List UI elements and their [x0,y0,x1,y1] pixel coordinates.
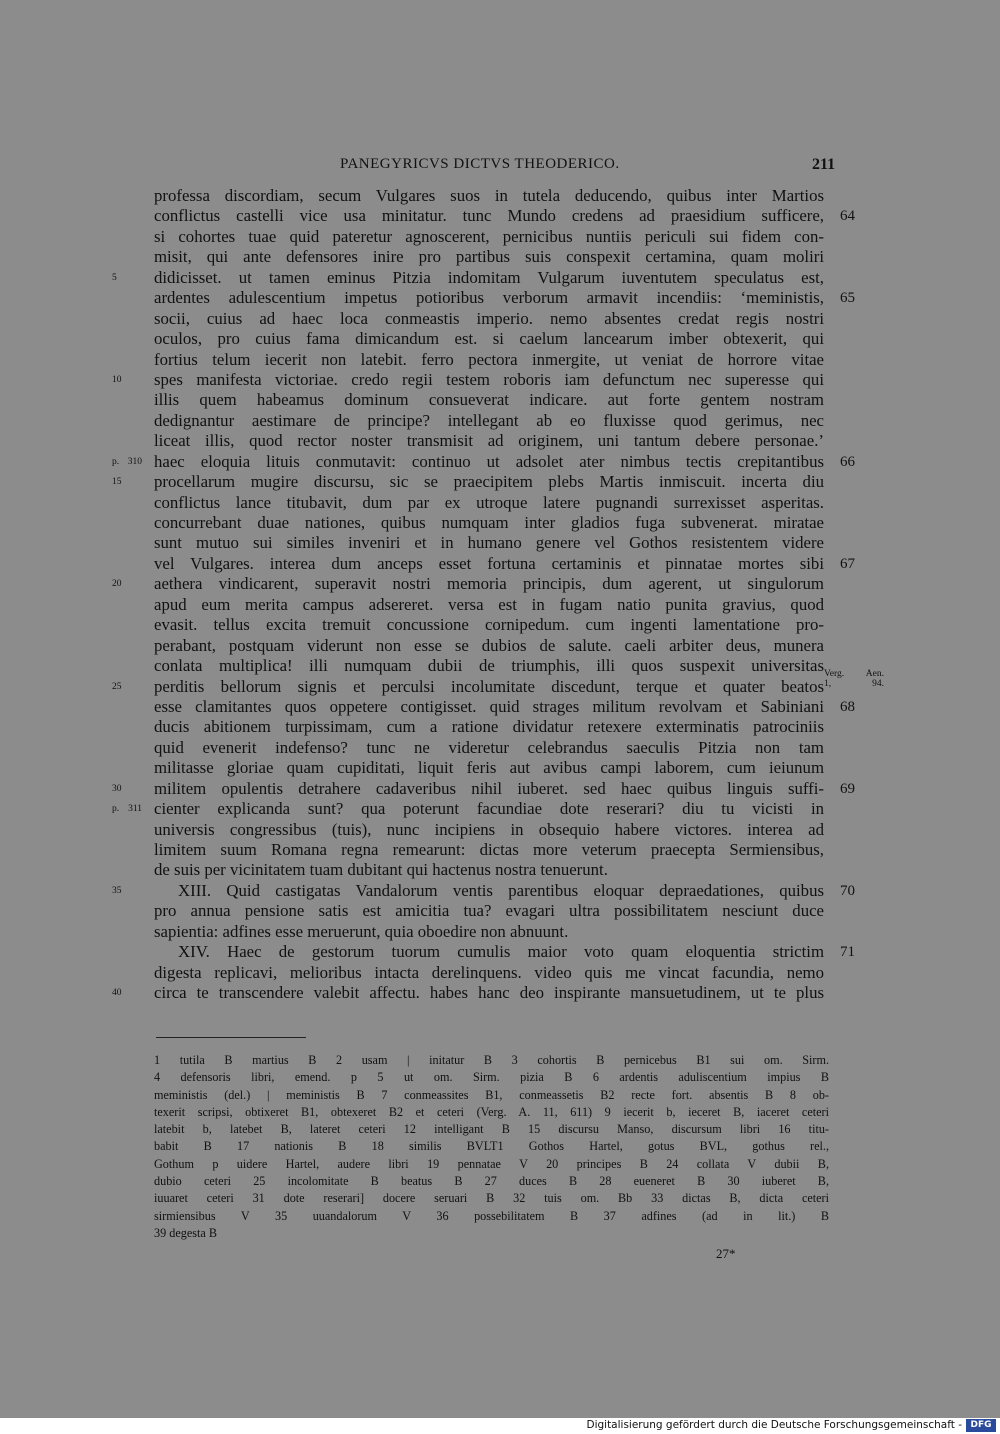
line-text: concurrebant duae nationes, quibus numquam inter gladios fuga subvenerat. miratae [154,513,824,532]
text-line [154,963,824,983]
apparatus-line: 39 degesta B [154,1225,217,1240]
footnote-rule [156,1037,306,1038]
line-text: conlata multiplica! illi numquam dubii de triumphis, illi quos suspexit universitas [154,656,824,676]
text-line [154,860,824,880]
text-line [154,247,824,267]
section-number: 68 [840,698,855,715]
line-text: ducis abitionem turpissimam, cum a ratione dividatur retexere exterminatis patrociniis [154,717,824,737]
apparatus-line: sirmiensibus V 35 uuandalorum V 36 possebilitatem B 37 adfines (ad in lit.) B [154,1208,829,1223]
text-line [112,369,824,390]
line-text: digesta replicavi, melioribus intacta derelinquens. video quis me vincat facundia, nemo [154,962,824,982]
text-line [112,472,824,492]
apparatus-line: Gothum p uidere Hartel, audere libri 19 pennatae V 20 principes B 24 collata V dubii B, [154,1156,829,1171]
section-number: 69 [840,780,855,797]
line-text: de suis per vicinitatem tuam dubitant qui hactenus nostra tenuerunt. [154,860,608,880]
line-text: socii, cuius ad haec loca conmeastis imperio. nemo absentes credat regis nostri [154,308,824,328]
line-number: 35 [112,885,122,896]
apparatus-line: texerit scripsi, obtixeret B1, obtexeret B2 et ceteri (Verg. A. 11, 611) 9 iecerit b, ieceret B, iaceret ceteri [154,1104,829,1119]
main-text [112,186,884,1004]
line-text: universis congressibus (tuis), nunc incipiens in obsequio habere victores. interea ad [154,819,824,839]
text-line [154,350,824,370]
text-line [112,799,824,819]
line-text: esse clamitantes quos oppetere contigisset. quid strages militum revolvam et Sabiniani [154,696,824,716]
text-line [112,983,824,1003]
line-text: XIV. Haec de gestorum tuorum cumulis maior voto quam eloquentia strictim [178,942,824,962]
text-line [154,513,824,533]
line-text: cienter explicanda sunt? qua poterunt facundiae dote reserari? diu tu vicisti in [154,799,824,819]
sheet-signature: 27* [716,1246,736,1261]
text-line [154,656,824,676]
line-text: perditis bellorum signis et perculsi incolumitate discedunt, terque et quater beatos [154,676,824,696]
line-text: XIII. Quid castigatas Vandalorum ventis parentibus eloquar depraedationes, quibus [178,880,824,900]
line-text: militem opulentis detrahere cadaveribus nihil iuberet. sed haec quibus linguis suffi- [154,778,824,798]
text-line [154,186,824,206]
line-text: quid evenerit indefenso? tunc ne videretur celebrandus saeculis Pitzia non tam [154,737,824,757]
apparatus-line: babit B 17 nationis B 18 similis BVLT1 Gothos Hartel, gotus BVL, gothus rel., [154,1139,829,1154]
line-text: fortius telum iecerit non latebit. ferro pectora inmergite, ut veniat de horrore vitae [154,349,824,369]
apparatus-line: iuuaret ceteri 31 dote reserari] docere seruari B 32 tuis om. Bb 33 dictas B, dicta ceteri [154,1191,829,1206]
section-number: 65 [840,290,855,307]
line-text: militasse gloriae quam cupiditati, liquit feris aut avibus campi laborem, cum ieiunum [154,758,824,778]
marginal-reference [824,669,884,689]
running-head: PANEGYRICVS DICTVS THEODERICO. [340,156,620,172]
line-text: circa te transcendere valebit affectu. habes hanc deo inspirante mansuetudinem, ut te plus [154,983,824,1003]
line-number: 15 [112,477,122,488]
line-text: didicisset. ut tamen eminus Pitzia indomitam Vulgarum iuventutem speculatus est, [154,267,824,287]
text-line [154,411,824,431]
footer-bar [0,1418,1000,1434]
line-text: misit, qui ante defensores inire pro partibus suis conspexit certamina, quam moliri [154,247,824,267]
apparatus-line: meministis (del.) | meministis B 7 conmeassites B1, conmeassetis B2 recte fort. absentis B 8 ob- [154,1087,829,1102]
line-text: conflictus castelli vice usa minitatur. tunc Mundo credens ad praesidium sufficere, [154,206,824,226]
line-number: 25 [112,681,122,692]
line-number: 20 [112,579,122,590]
text-line [112,778,855,799]
line-text: spes manifesta victoriae. credo regii testem roboris iam defunctum nec superesse qui [154,369,824,389]
line-number: p. 311 [112,804,142,815]
text-line [112,880,855,901]
dfg-logo: DFG [966,1419,996,1432]
text-line [154,717,824,737]
apparatus-line: 1 tutila B martius B 2 usam | initatur B 3 cohortis B pernicebus B1 sui om. Sirm. [154,1053,829,1067]
text-line [154,595,824,615]
apparatus-line: dubio ceteri 25 incolomitate B beatus B 27 duces B 28 eueneret B 30 iuberet B, [154,1174,829,1189]
line-text: illis quem habeamus dominum consueverat indicare. aut forte gentem nostram [154,390,824,410]
text-line [154,227,824,247]
section-number: 66 [840,453,855,470]
line-text: liceat illis, quod rector noster transmisit ad originem, uni tantum debere personae.’ [154,431,824,451]
marginal-reference-line: Verg. Aen. [824,668,884,679]
text-line [154,615,824,635]
line-number: 5 [112,272,117,283]
line-text: sunt mutuo sui similes inveniri et in humano genere vel Gothos resistentem videre [154,533,824,553]
text-line [154,288,855,308]
line-text: pro annua pensione satis est amicitia tua? evagari ultra possibilitatem nesciunt duce [154,901,824,921]
line-text: dedignantur aestimare de principe? intellegant ab eo fluxisse quod gerimus, nec [154,410,824,430]
line-text: aethera vindicarent, superavit nostri memoria principis, dum agerent, ut singulorum [154,574,824,594]
text-line [154,840,824,860]
text-line [154,738,824,758]
line-number: 10 [112,374,122,385]
marginal-reference-line: 1, 94. [824,678,884,689]
apparatus-line: 4 defensoris libri, emend. p 5 ut om. Sirm. pizia B 6 ardentis aduliscentium impius B [154,1070,829,1085]
line-text: si cohortes tuae quid pateretur agnoscerent, pernicibus nuntiis periculi sui fidem con- [154,226,824,246]
line-text: sapientia: adfines esse meruerunt, quia oboedire non abnuunt. [154,921,569,941]
text-line [154,431,824,451]
text-line [154,390,824,410]
line-text: oculos, pro cuius fama dimicandum est. si caelum lancearum imber obtexerit, qui [154,329,824,349]
text-line [154,636,824,656]
text-line [154,901,824,921]
line-text: perabant, postquam viderunt non esse se dubios de salute. caeli arbiter deus, munera [154,635,824,655]
line-text: apud eum merita campus adsereret. versa est in fugam natio punita gravius, quod [154,594,824,614]
text-line [112,267,824,288]
page-number: 211 [812,156,836,173]
line-text: professa discordiam, secum Vulgares suos in tutela deducendo, quibus inter Martios [154,186,824,205]
section-number: 71 [840,944,855,961]
text-line [112,668,884,697]
apparatus-line: latebit b, latebet B, lateret ceteri 12 intelligant B 15 discursu Manso, discursum libri 16 titu- [154,1122,829,1137]
text-line [154,206,855,226]
critical-apparatus [154,1052,829,1242]
line-text: procellarum mugire discursu, sic se praecipitem plebs Martis inmiscuit. incerta diu [154,472,824,492]
text-line [154,942,855,962]
text-line [154,329,824,349]
text-line [112,574,824,594]
section-number: 67 [840,555,855,572]
line-text: limitem suum Romana regna remearunt: dictas more veterum praecepta Sermiensibus, [154,840,824,859]
text-line [154,309,824,329]
text-line [154,758,824,778]
text-line [154,533,824,553]
line-text: evasit. tellus excita tremuit concussione cornipedum. cum ingenti lamentatione pro- [154,615,824,635]
text-line [154,493,824,513]
line-number: 30 [112,783,122,794]
footer-credit: Digitalisierung gefördert durch die Deutsche Forschungsgemeinschaft - [586,1419,962,1431]
text-line [154,820,824,840]
line-text: haec eloquia lituis conmutavit: continuo ut adsolet ater nimbus tectis crepitantibus [154,451,824,471]
line-number: 40 [112,988,122,999]
text-line [154,553,855,574]
text-line [154,696,855,717]
text-line [154,922,824,942]
line-text: ardentes adulescentium impetus potioribus verborum armavit incendiis: ‘meministis, [154,288,824,308]
section-number: 64 [840,208,855,225]
line-text: conflictus lance titubavit, dum par ex utroque latere pugnandi surrexisset asperitas. [154,492,824,512]
line-text: vel Vulgares. interea dum anceps esset fortuna certaminis et pinnatae mortes sibi [154,553,824,573]
section-number: 70 [840,882,855,899]
text-line [112,451,855,472]
line-number: p. 310 [112,456,142,467]
